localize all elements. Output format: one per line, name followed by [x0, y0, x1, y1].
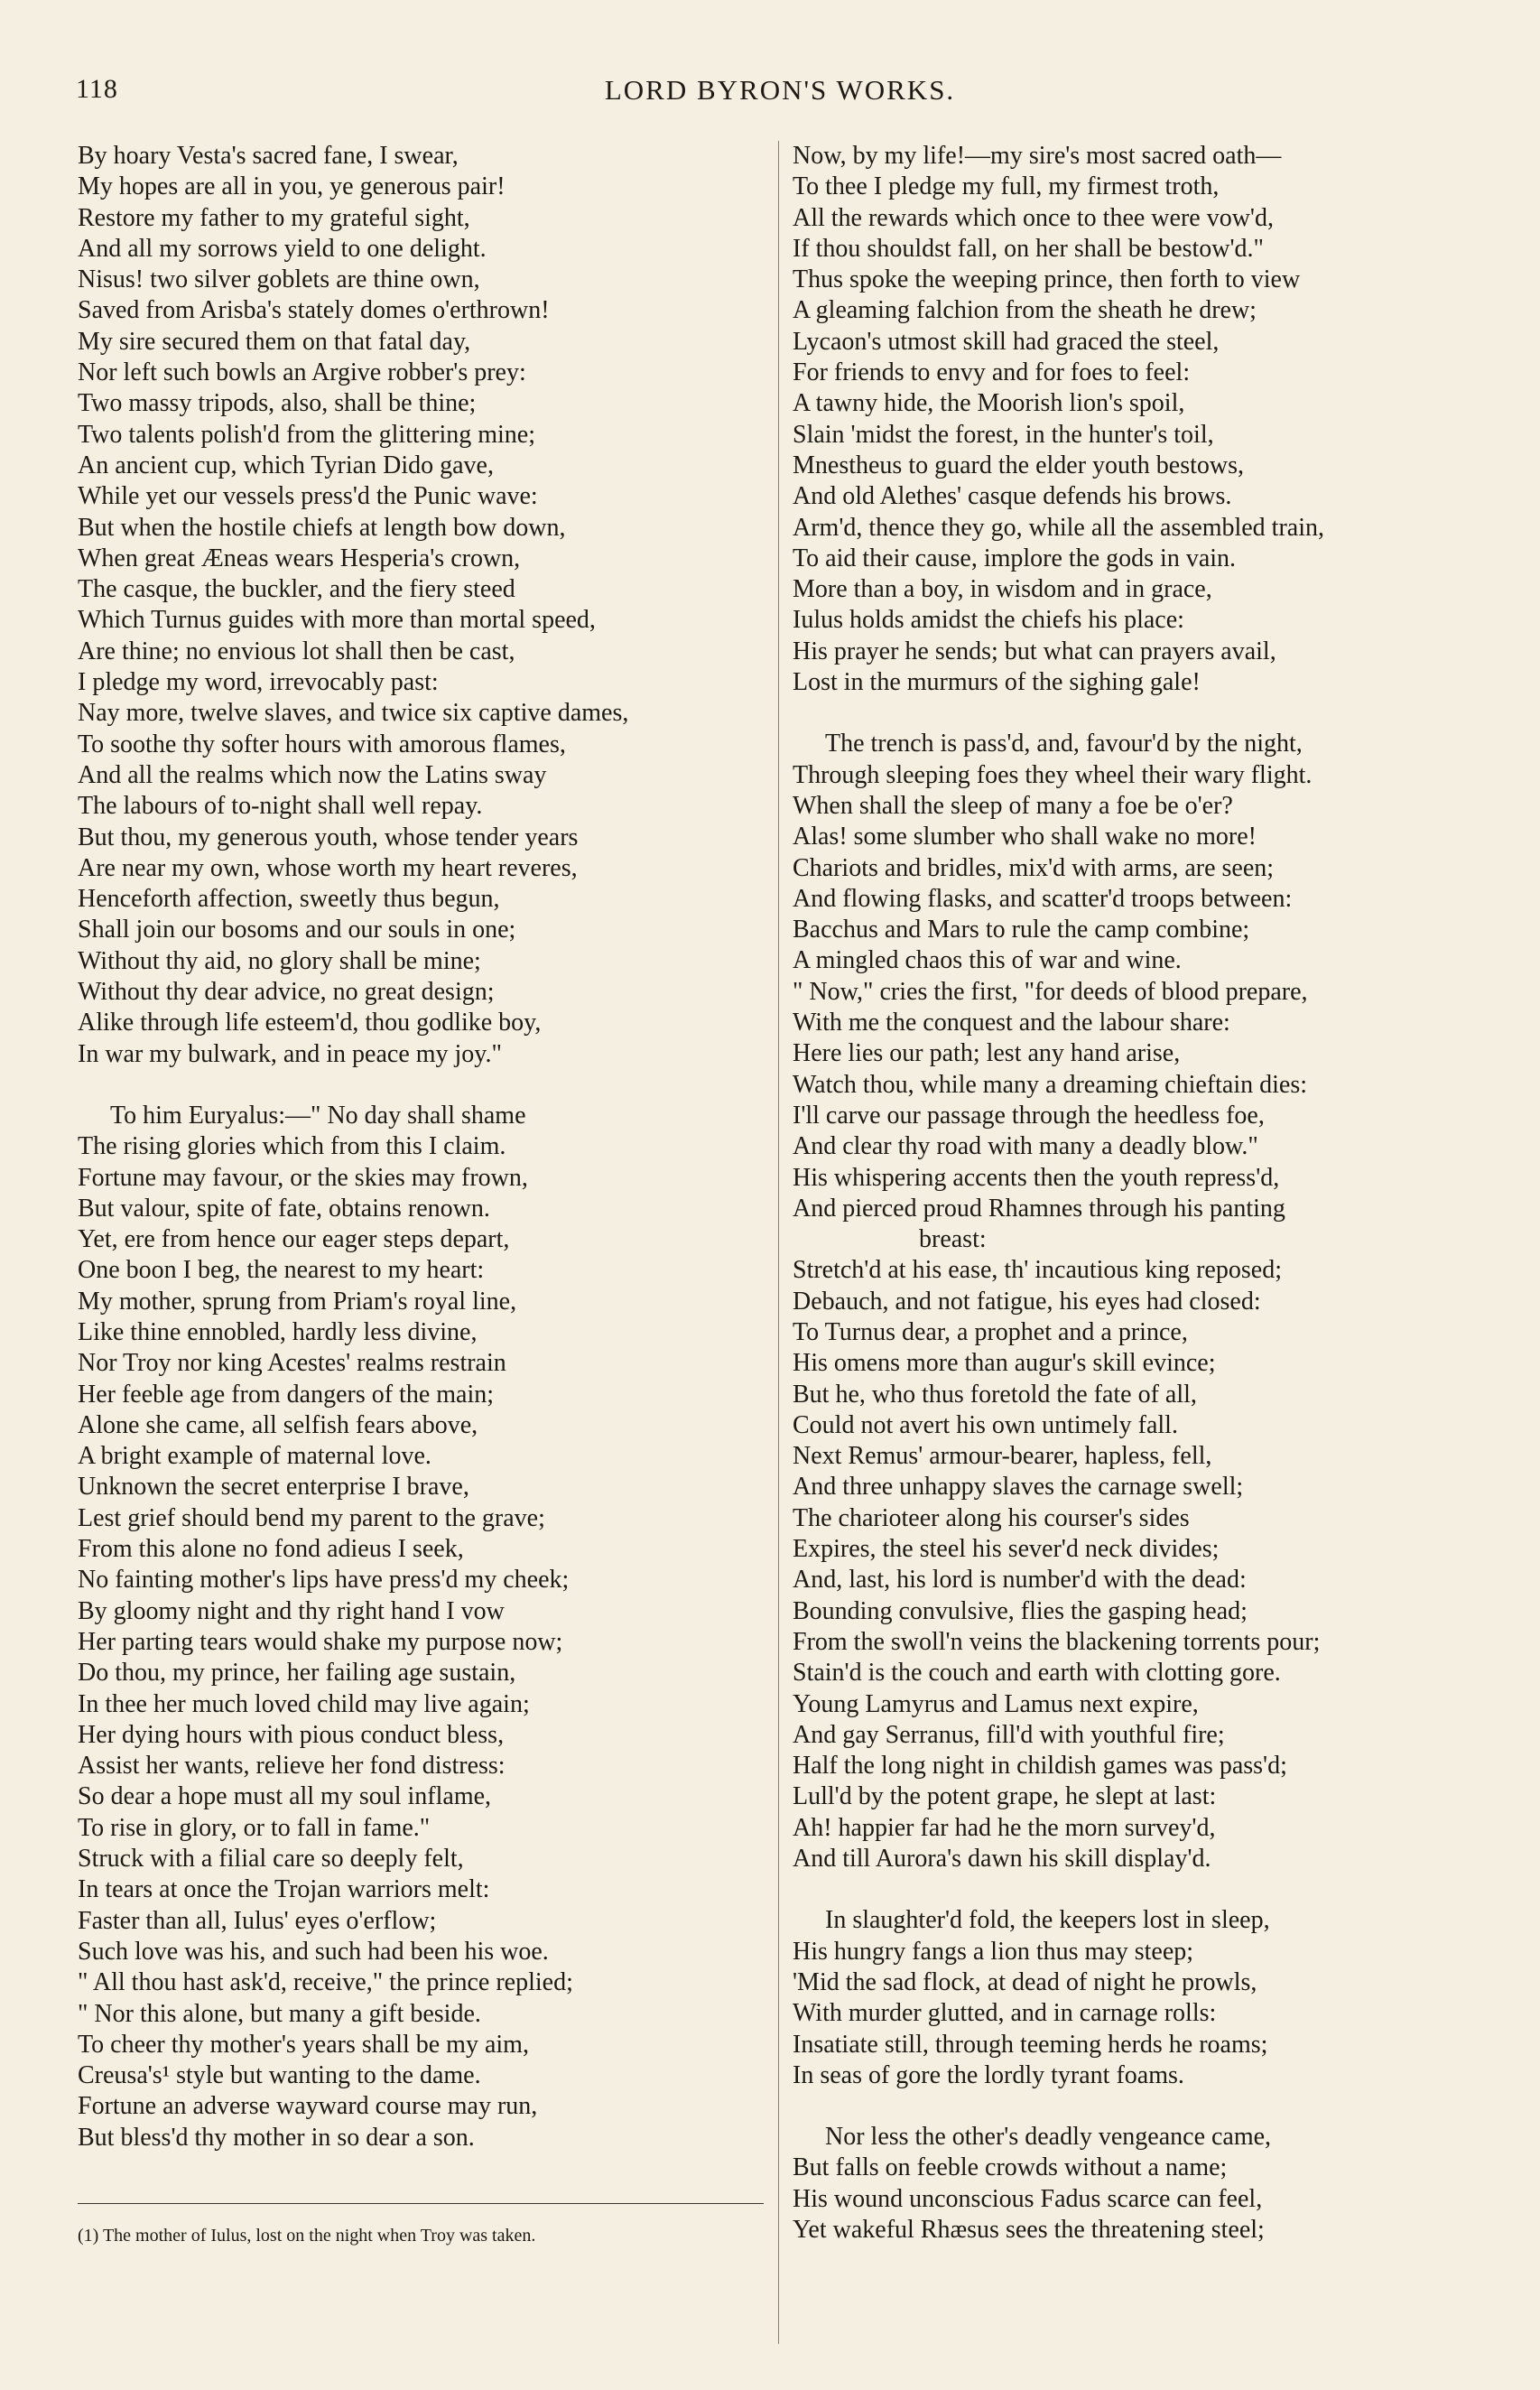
footnote: (1) The mother of Iulus, lost on the night when Troy was taken. — [78, 2226, 536, 2246]
verse-line: Iulus holds amidst the chiefs his place: — [793, 606, 1184, 635]
verse-line: Nor Troy nor king Acestes' realms restrain — [78, 1349, 506, 1378]
verse-line: Are near my own, whose worth my heart reveres, — [78, 853, 578, 882]
verse-line: A bright example of maternal love. — [78, 1442, 431, 1471]
verse-line: An ancient cup, which Tyrian Dido gave, — [78, 451, 494, 479]
verse-line: And flowing flasks, and scatter'd troops between: — [793, 884, 1293, 913]
verse-line: " All thou hast ask'd, receive," the prince replied; — [78, 1968, 573, 1997]
verse-line: Henceforth affection, sweetly thus begun, — [78, 885, 500, 914]
verse-line: Ah! happier far had he the morn survey'd, — [793, 1813, 1216, 1842]
verse-line: Half the long night in childish games was pass'd; — [793, 1752, 1287, 1781]
verse-line: To cheer thy mother's years shall be my aim, — [78, 2030, 529, 2059]
verse-line: Faster than all, Iulus' eyes o'erflow; — [78, 1906, 437, 1935]
verse-line: Without thy dear advice, no great design; — [78, 978, 495, 1007]
stanza-break — [78, 1070, 782, 1101]
verse-line: All the rewards which once to thee were vow'd, — [793, 203, 1274, 232]
verse-line: When shall the sleep of many a foe be o'er? — [793, 791, 1233, 820]
verse-line: Bounding convulsive, flies the gasping head; — [793, 1596, 1248, 1625]
verse-line: 'Mid the sad flock, at dead of night he prowls, — [793, 1967, 1257, 1996]
verse-line: Unknown the secret enterprise I brave, — [78, 1473, 469, 1502]
page-number: 118 — [76, 74, 118, 104]
verse-line: Nor left such bowls an Argive robber's prey: — [78, 358, 526, 387]
verse-line: A mingled chaos this of war and wine. — [793, 946, 1182, 975]
verse-line: In seas of gore the lordly tyrant foams. — [793, 2060, 1184, 2089]
verse-line: When great Æneas wears Hesperia's crown, — [78, 544, 521, 572]
verse-line: And old Alethes' casque defends his brows. — [793, 482, 1232, 511]
verse-line: While yet our vessels press'd the Punic wave: — [78, 482, 538, 511]
stanza-break — [793, 1874, 1479, 1905]
column-divider — [778, 141, 779, 2344]
verse-line: Yet wakeful Rhæsus sees the threatening steel; — [793, 2216, 1265, 2244]
verse-line: Do thou, my prince, her failing age sustain, — [78, 1659, 516, 1688]
verse-line: But he, who thus foretold the fate of all, — [793, 1380, 1197, 1409]
stanza-break — [793, 698, 1479, 729]
verse-line: Her feeble age from dangers of the main; — [78, 1380, 495, 1409]
verse-line: If thou shouldst fall, on her shall be bestow'd." — [793, 234, 1264, 263]
verse-line: I pledge my word, irrevocably past: — [78, 668, 439, 697]
verse-line: His wound unconscious Fadus scarce can feel, — [793, 2184, 1263, 2213]
verse-line: To soothe thy softer hours with amorous flames, — [78, 730, 566, 758]
verse-line: The charioteer along his courser's sides — [793, 1503, 1190, 1532]
verse-line: With murder glutted, and in carnage rolls: — [793, 1999, 1217, 2028]
verse-line: My hopes are all in you, ye generous pair! — [78, 172, 506, 201]
verse-line: " Now," cries the first, "for deeds of blood prepare, — [793, 977, 1308, 1006]
verse-line: His whispering accents then the youth repress'd, — [793, 1163, 1280, 1192]
verse-line: My sire secured them on that fatal day, — [78, 327, 471, 356]
verse-line: Watch thou, while many a dreaming chieftain dies: — [793, 1070, 1308, 1099]
verse-line: I'll carve our passage through the heedless foe, — [793, 1101, 1265, 1130]
verse-line: With me the conquest and the labour share: — [793, 1009, 1230, 1037]
verse-line: A gleaming falchion from the sheath he drew; — [793, 296, 1257, 325]
verse-line: Nisus! two silver goblets are thine own, — [78, 265, 480, 294]
left-column — [78, 141, 782, 2153]
page-header — [76, 74, 1484, 110]
verse-line: The casque, the buckler, and the fiery steed — [78, 575, 515, 604]
verse-line: And clear thy road with many a deadly blow." — [793, 1132, 1258, 1161]
verse-line: Mnestheus to guard the elder youth bestows, — [793, 451, 1245, 479]
verse-line: Without thy aid, no glory shall be mine; — [78, 946, 481, 975]
verse-line: The rising glories which from this I claim. — [78, 1132, 506, 1161]
verse-line: Fortune may favour, or the skies may frown, — [78, 1163, 528, 1192]
verse-line: Stretch'd at his ease, th' incautious king reposed; — [793, 1256, 1282, 1285]
verse-line: But thou, my generous youth, whose tender years — [78, 823, 579, 851]
verse-line: Yet, ere from hence our eager steps depart, — [78, 1225, 510, 1254]
verse-line: The trench is pass'd, and, favour'd by the night, — [825, 730, 1303, 758]
verse-line: His hungry fangs a lion thus may steep; — [793, 1937, 1194, 1966]
verse-line: But valour, spite of fate, obtains renown. — [78, 1194, 490, 1223]
verse-line: By gloomy night and thy right hand I vow — [78, 1596, 505, 1625]
verse-line: To thee I pledge my full, my firmest troth, — [793, 172, 1220, 201]
stanza-break — [793, 2091, 1479, 2122]
verse-line: A tawny hide, the Moorish lion's spoil, — [793, 389, 1185, 418]
verse-line: To aid their cause, implore the gods in vain. — [793, 544, 1237, 572]
verse-line: Bacchus and Mars to rule the camp combine; — [793, 916, 1250, 944]
verse-line: To rise in glory, or to fall in fame." — [78, 1813, 431, 1842]
verse-line: And gay Serranus, fill'd with youthful fire; — [793, 1720, 1225, 1749]
verse-line: Thus spoke the weeping prince, then forth to view — [793, 265, 1301, 294]
verse-line: Creusa's¹ style but wanting to the dame. — [78, 2061, 481, 2090]
verse-line: Like thine ennobled, hardly less divine, — [78, 1317, 478, 1346]
verse-line: Chariots and bridles, mix'd with arms, are seen; — [793, 853, 1275, 882]
verse-line: From the swoll'n veins the blackening torrents pour; — [793, 1627, 1321, 1656]
verse-line: To Turnus dear, a prophet and a prince, — [793, 1317, 1188, 1346]
verse-line: To him Euryalus:—" No day shall shame — [110, 1101, 526, 1130]
verse-line: Here lies our path; lest any hand arise, — [793, 1039, 1181, 1068]
verse-line: Through sleeping foes they wheel their wary flight. — [793, 760, 1313, 789]
verse-line: Nor less the other's deadly vengeance came, — [825, 2123, 1272, 2152]
verse-line: In slaughter'd fold, the keepers lost in sleep, — [825, 1906, 1270, 1935]
verse-line: Shall join our bosoms and our souls in one; — [78, 916, 516, 944]
verse-line: Debauch, and not fatigue, his eyes had closed: — [793, 1287, 1261, 1316]
verse-line: breast: — [919, 1225, 987, 1254]
verse-line: No fainting mother's lips have press'd my cheek; — [78, 1566, 570, 1595]
verse-line: But when the hostile chiefs at length bow down, — [78, 513, 566, 542]
verse-line: Fortune an adverse wayward course may run, — [78, 2092, 538, 2121]
verse-line: And all the realms which now the Latins sway — [78, 760, 547, 789]
verse-line: Arm'd, thence they go, while all the assembled train, — [793, 513, 1324, 542]
verse-line: And till Aurora's dawn his skill display'd. — [793, 1845, 1211, 1874]
footnote-rule — [78, 2203, 764, 2204]
verse-line: Next Remus' armour-bearer, hapless, fell, — [793, 1442, 1212, 1471]
verse-line: Insatiate still, through teeming herds he roams; — [793, 2030, 1268, 2059]
verse-line: From this alone no fond adieus I seek, — [78, 1535, 464, 1564]
verse-line: Alike through life esteem'd, thou godlike boy, — [78, 1009, 542, 1037]
verse-line: Two massy tripods, also, shall be thine; — [78, 389, 477, 418]
verse-line: Now, by my life!—my sire's most sacred oath— — [793, 142, 1282, 170]
verse-line: Lull'd by the potent grape, he slept at last: — [793, 1782, 1217, 1811]
verse-line: Could not avert his own untimely fall. — [793, 1410, 1178, 1439]
verse-line: " Nor this alone, but many a gift beside. — [78, 1999, 481, 2028]
verse-line: Struck with a filial care so deeply felt, — [78, 1845, 464, 1874]
verse-line: His prayer he sends; but what can prayers avail, — [793, 637, 1276, 665]
verse-line: And, last, his lord is number'd with the dead: — [793, 1566, 1247, 1595]
verse-line: Alas! some slumber who shall wake no more! — [793, 823, 1257, 851]
verse-line: By hoary Vesta's sacred fane, I swear, — [78, 142, 459, 170]
verse-line: Lest grief should bend my parent to the grave; — [78, 1503, 545, 1532]
verse-line: Slain 'midst the forest, in the hunter's toil, — [793, 420, 1214, 449]
verse-line: Lycaon's utmost skill had graced the steel, — [793, 327, 1220, 356]
verse-line: Assist her wants, relieve her fond distress: — [78, 1752, 506, 1781]
verse-line: Which Turnus guides with more than mortal speed, — [78, 606, 596, 635]
verse-line: Her dying hours with pious conduct bless, — [78, 1720, 505, 1749]
verse-line: Are thine; no envious lot shall then be cast, — [78, 637, 515, 665]
verse-line: And three unhappy slaves the carnage swell; — [793, 1473, 1244, 1502]
verse-line: For friends to envy and for foes to feel: — [793, 358, 1191, 387]
verse-line: His omens more than augur's skill evince; — [793, 1349, 1216, 1378]
verse-line: Nay more, twelve slaves, and twice six captive dames, — [78, 699, 629, 728]
verse-line: In war my bulwark, and in peace my joy." — [78, 1039, 502, 1068]
verse-line: Her parting tears would shake my purpose now; — [78, 1627, 563, 1656]
verse-line: Such love was his, and such had been his woe. — [78, 1937, 549, 1966]
verse-line: And all my sorrows yield to one delight. — [78, 234, 487, 263]
verse-line: In tears at once the Trojan warriors melt: — [78, 1875, 490, 1904]
verse-line: Two talents polish'd from the glittering mine; — [78, 420, 536, 449]
verse-line: The labours of to-night shall well repay. — [78, 792, 483, 821]
verse-line: So dear a hope must all my soul inflame, — [78, 1782, 492, 1811]
verse-line: Lost in the murmurs of the sighing gale! — [793, 668, 1201, 697]
verse-line: In thee her much loved child may live again; — [78, 1689, 530, 1718]
verse-line: Young Lamyrus and Lamus next expire, — [793, 1689, 1199, 1718]
running-title: LORD BYRON'S WORKS. — [604, 74, 956, 106]
verse-line: Stain'd is the couch and earth with clotting gore. — [793, 1659, 1281, 1688]
verse-line: Restore my father to my grateful sight, — [78, 203, 470, 232]
right-column — [793, 141, 1479, 2246]
verse-line: Alone she came, all selfish fears above, — [78, 1410, 478, 1439]
verse-line: But falls on feeble crowds without a name; — [793, 2153, 1228, 2182]
verse-line: My mother, sprung from Priam's royal line, — [78, 1287, 517, 1316]
verse-line: Saved from Arisba's stately domes o'erthrown! — [78, 296, 550, 325]
verse-line: One boon I beg, the nearest to my heart: — [78, 1256, 485, 1285]
verse-line: More than a boy, in wisdom and in grace, — [793, 575, 1212, 604]
verse-line: But bless'd thy mother in so dear a son. — [78, 2123, 475, 2152]
verse-line: Expires, the steel his sever'd neck divides; — [793, 1535, 1220, 1564]
verse-line: And pierced proud Rhamnes through his panting — [793, 1194, 1285, 1223]
